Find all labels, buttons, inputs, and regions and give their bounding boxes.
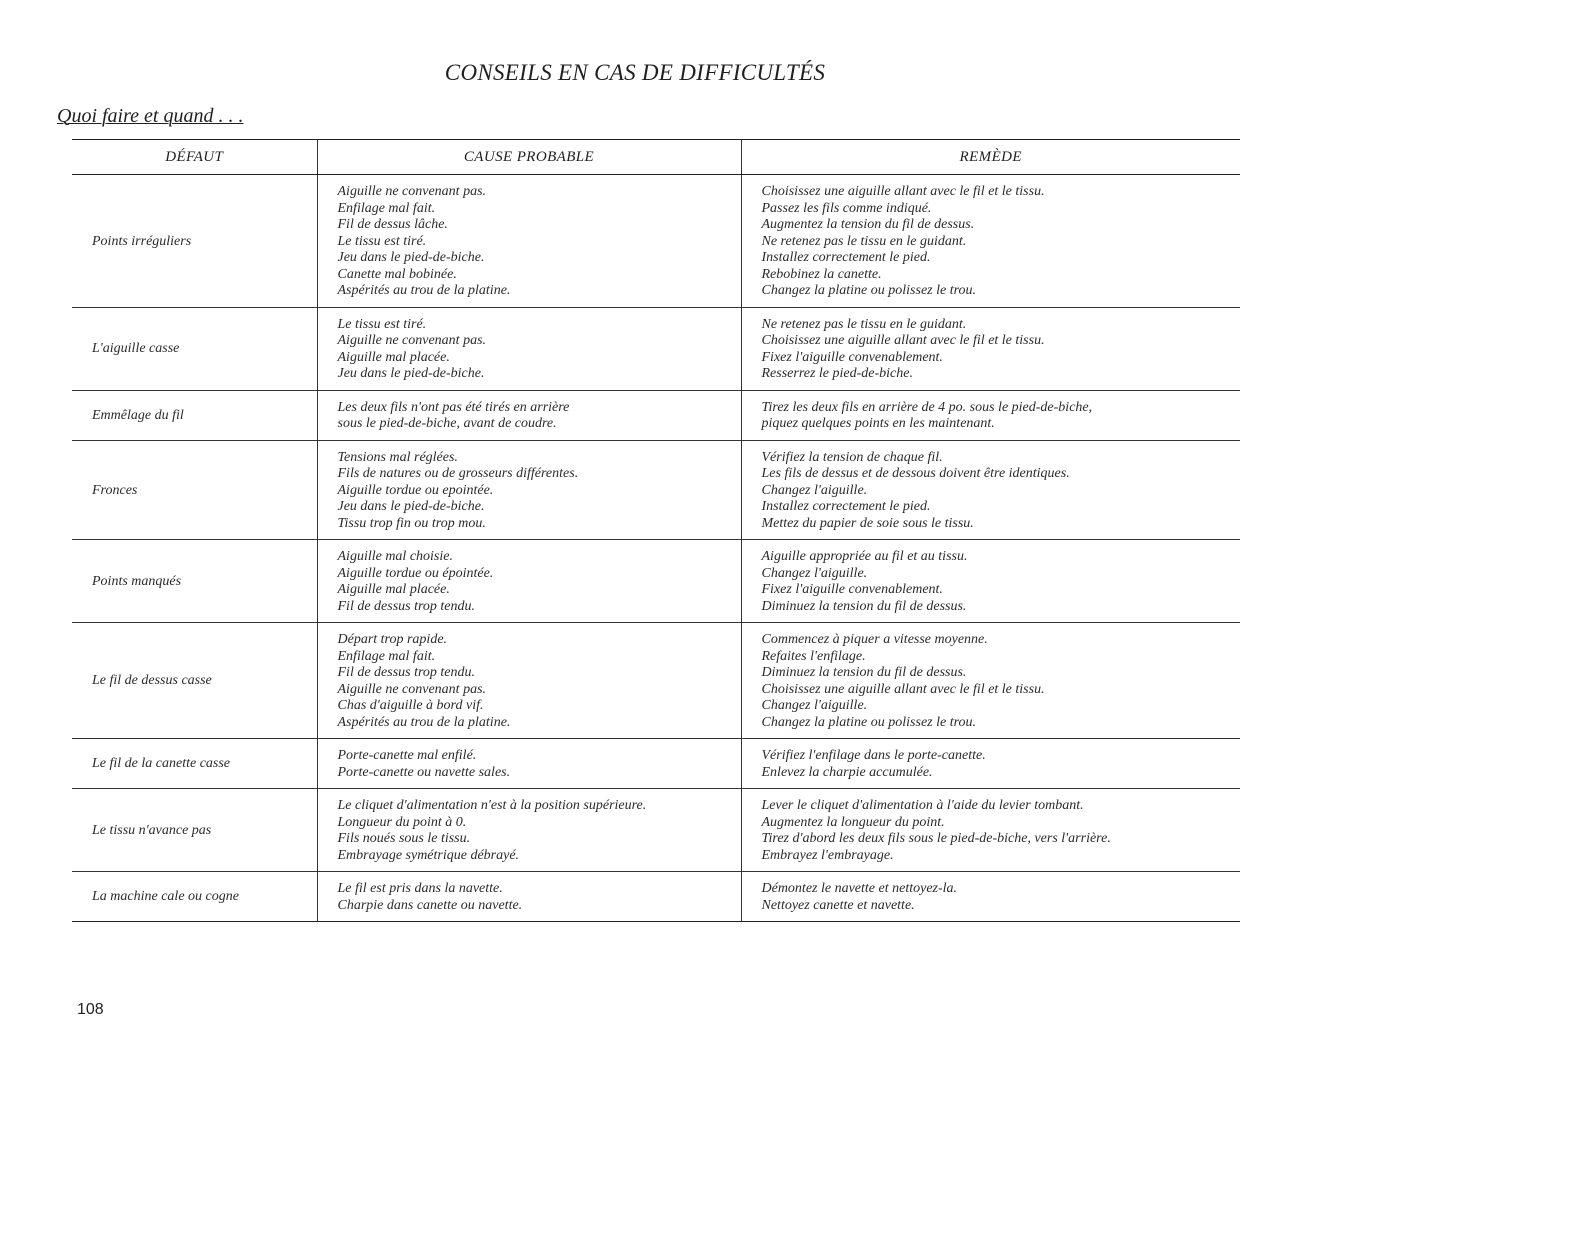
cause-line: Aiguille ne convenant pas. [337,184,487,199]
cause-line: Longueur du point à 0. [337,814,467,830]
remedy-cell [741,872,1240,922]
cause-cell [317,390,741,440]
remedy-line: Choisissez une aiguille allant avec le fil et le tissu. [761,184,1045,199]
cause-line: Jeu dans le pied-de-biche. [337,366,485,381]
cause-line: Porte-canette ou navette sales. [337,764,511,780]
cause-cell [317,440,741,540]
defect-cell: Fronces [72,440,317,540]
remedy-cell [741,307,1240,390]
table-row [72,440,1240,540]
remedy-line: Diminuez la tension du fil de dessus. [761,665,967,680]
cause-line: Enfilage mal fait. [337,648,436,664]
cause-line: Départ trop rapide. [337,632,448,647]
remedy-cell [741,440,1240,540]
remedy-line: Embrayez l'embrayage. [761,847,894,863]
remedy-line: Ne retenez pas le tissu en le guidant. [761,316,967,332]
cause-line: Aspérités au trou de la platine. [337,714,511,730]
cause-line: Fil de dessus trop tendu. [337,665,476,680]
remedy-line: Changez l'aiguille. [761,565,868,581]
cause-line: Aiguille ne convenant pas. [337,333,487,348]
remedy-line: Tirez d'abord les deux fils sous le pied-de-biche, vers l'arrière. [761,831,1111,846]
cause-line: Jeu dans le pied-de-biche. [337,250,485,265]
table-row [72,623,1240,739]
remedy-line: Changez l'aiguille. [761,482,868,498]
table-row [72,175,1240,308]
cause-line: Le fil est pris dans la navette. [337,881,503,896]
cause-cell [317,872,741,922]
remedy-line: Rebobinez la canette. [761,266,882,282]
remedy-line: Démontez le navette et nettoyez-la. [761,881,958,896]
header-defect: DÉFAUT [72,140,317,175]
cause-cell [317,789,741,872]
remedy-line: Tirez les deux fils en arrière de 4 po. sous le pied-de-biche, [761,399,1093,415]
remedy-line: Mettez du papier de soie sous le tissu. [761,515,974,531]
cause-line: Tensions mal réglées. [337,449,458,465]
cause-line: Chas d'aiguille à bord vif. [337,698,484,713]
cause-cell [317,623,741,739]
remedy-line: Nettoyez canette et navette. [761,897,915,913]
cause-line: Aiguille mal placée. [337,582,450,597]
cause-line: Aiguille ne convenant pas. [337,681,487,697]
defect-cell: La machine cale ou cogne [72,872,317,922]
cause-cell [317,739,741,789]
remedy-cell [741,789,1240,872]
cause-line: Aiguille tordue ou epointée. [337,482,494,498]
remedy-line: Les fils de dessus et de dessous doivent être identiques. [761,466,1070,481]
remedy-line: Resserrez le pied-de-biche. [761,366,913,381]
remedy-line: Fixez l'aiguille convenablement. [761,582,943,597]
remedy-line: Fixez l'aiguille convenablement. [761,349,943,365]
remedy-line: Passez les fils comme indiqué. [761,200,932,216]
defect-cell: L'aiguille casse [72,307,317,390]
remedy-line: Vérifiez la tension de chaque fil. [761,449,943,465]
cause-line: Tissu trop fin ou trop mou. [337,515,486,531]
cause-line: Aspérités au trou de la platine. [337,283,511,298]
cause-line: Fil de dessus trop tendu. [337,598,476,614]
cause-line: Aiguille tordue ou épointée. [337,565,494,581]
page-title: CONSEILS EN CAS DE DIFFICULTÉS [444,60,826,85]
remedy-line: Ne retenez pas le tissu en le guidant. [761,233,967,249]
remedy-line: Commencez à piquer a vitesse moyenne. [761,632,988,647]
table-row [72,789,1240,872]
defect-cell: Le fil de la canette casse [72,739,317,789]
remedy-line: Refaites l'enfilage. [761,648,866,664]
cause-cell [317,307,741,390]
table-row [72,739,1240,789]
header-probable-cause: CAUSE PROBABLE [317,140,741,175]
cause-line: Charpie dans canette ou navette. [337,897,523,913]
remedy-line: Augmentez la tension du fil de dessus. [761,217,975,232]
defect-cell: Points manqués [72,540,317,623]
remedy-line: Installez correctement le pied. [761,250,931,265]
table-row [72,307,1240,390]
cause-line: Aiguille mal placée. [337,349,450,365]
remedy-cell [741,739,1240,789]
remedy-line: Choisissez une aiguille allant avec le fil et le tissu. [761,333,1045,348]
remedy-cell [741,175,1240,308]
remedy-line: Changez la platine ou polissez le trou. [761,714,977,730]
page-number: 108 [77,1001,104,1018]
cause-line: sous le pied-de-biche, avant de coudre. [337,416,557,431]
cause-line: Jeu dans le pied-de-biche. [337,499,485,514]
cause-line: Enfilage mal fait. [337,200,436,216]
defect-cell: Le tissu n'avance pas [72,789,317,872]
remedy-line: Enlevez la charpie accumulée. [761,764,933,780]
cause-line: Fil de dessus lâche. [337,217,448,232]
remedy-line: Changez l'aiguille. [761,698,868,713]
remedy-cell [741,623,1240,739]
table-row [72,390,1240,440]
table-row [72,540,1240,623]
cause-line: Aiguille mal choisie. [337,549,453,564]
defect-cell: Emmêlage du fil [72,390,317,440]
table-header-row [72,140,1240,175]
defect-cell: Le fil de dessus casse [72,623,317,739]
remedy-line: Lever le cliquet d'alimentation à l'aide du levier tombant. [761,798,1084,813]
remedy-line: Diminuez la tension du fil de dessus. [761,598,967,614]
remedy-line: Augmentez la longueur du point. [761,814,945,830]
cause-line: Porte-canette mal enfilé. [337,748,477,763]
cause-cell [317,540,741,623]
remedy-line: piquez quelques points en les maintenant. [761,416,995,431]
remedy-line: Installez correctement le pied. [761,499,931,514]
table-body [72,175,1240,922]
cause-line: Le cliquet d'alimentation n'est à la position supérieure. [337,798,647,813]
remedy-line: Changez la platine ou polissez le trou. [761,283,977,298]
table-row [72,872,1240,922]
remedy-cell [741,540,1240,623]
cause-line: Le tissu est tiré. [337,233,427,249]
cause-line: Fils noués sous le tissu. [337,831,471,846]
cause-line: Les deux fils n'ont pas été tirés en arrière [337,399,570,415]
remedy-cell [741,390,1240,440]
remedy-line: Vérifiez l'enfilage dans le porte-canette. [761,748,986,763]
cause-cell [317,175,741,308]
cause-line: Fils de natures ou de grosseurs différentes. [337,466,579,481]
header-remedy: REMÈDE [741,140,1240,175]
cause-line: Embrayage symétrique débrayé. [337,847,520,863]
defect-cell: Points irréguliers [72,175,317,308]
cause-line: Le tissu est tiré. [337,316,427,332]
remedy-line: Aiguille appropriée au fil et au tissu. [761,549,968,564]
troubleshooting-table [72,139,1240,922]
section-subtitle: Quoi faire et quand . . . [57,105,244,127]
remedy-line: Choisissez une aiguille allant avec le fil et le tissu. [761,681,1045,697]
cause-line: Canette mal bobinée. [337,266,457,282]
